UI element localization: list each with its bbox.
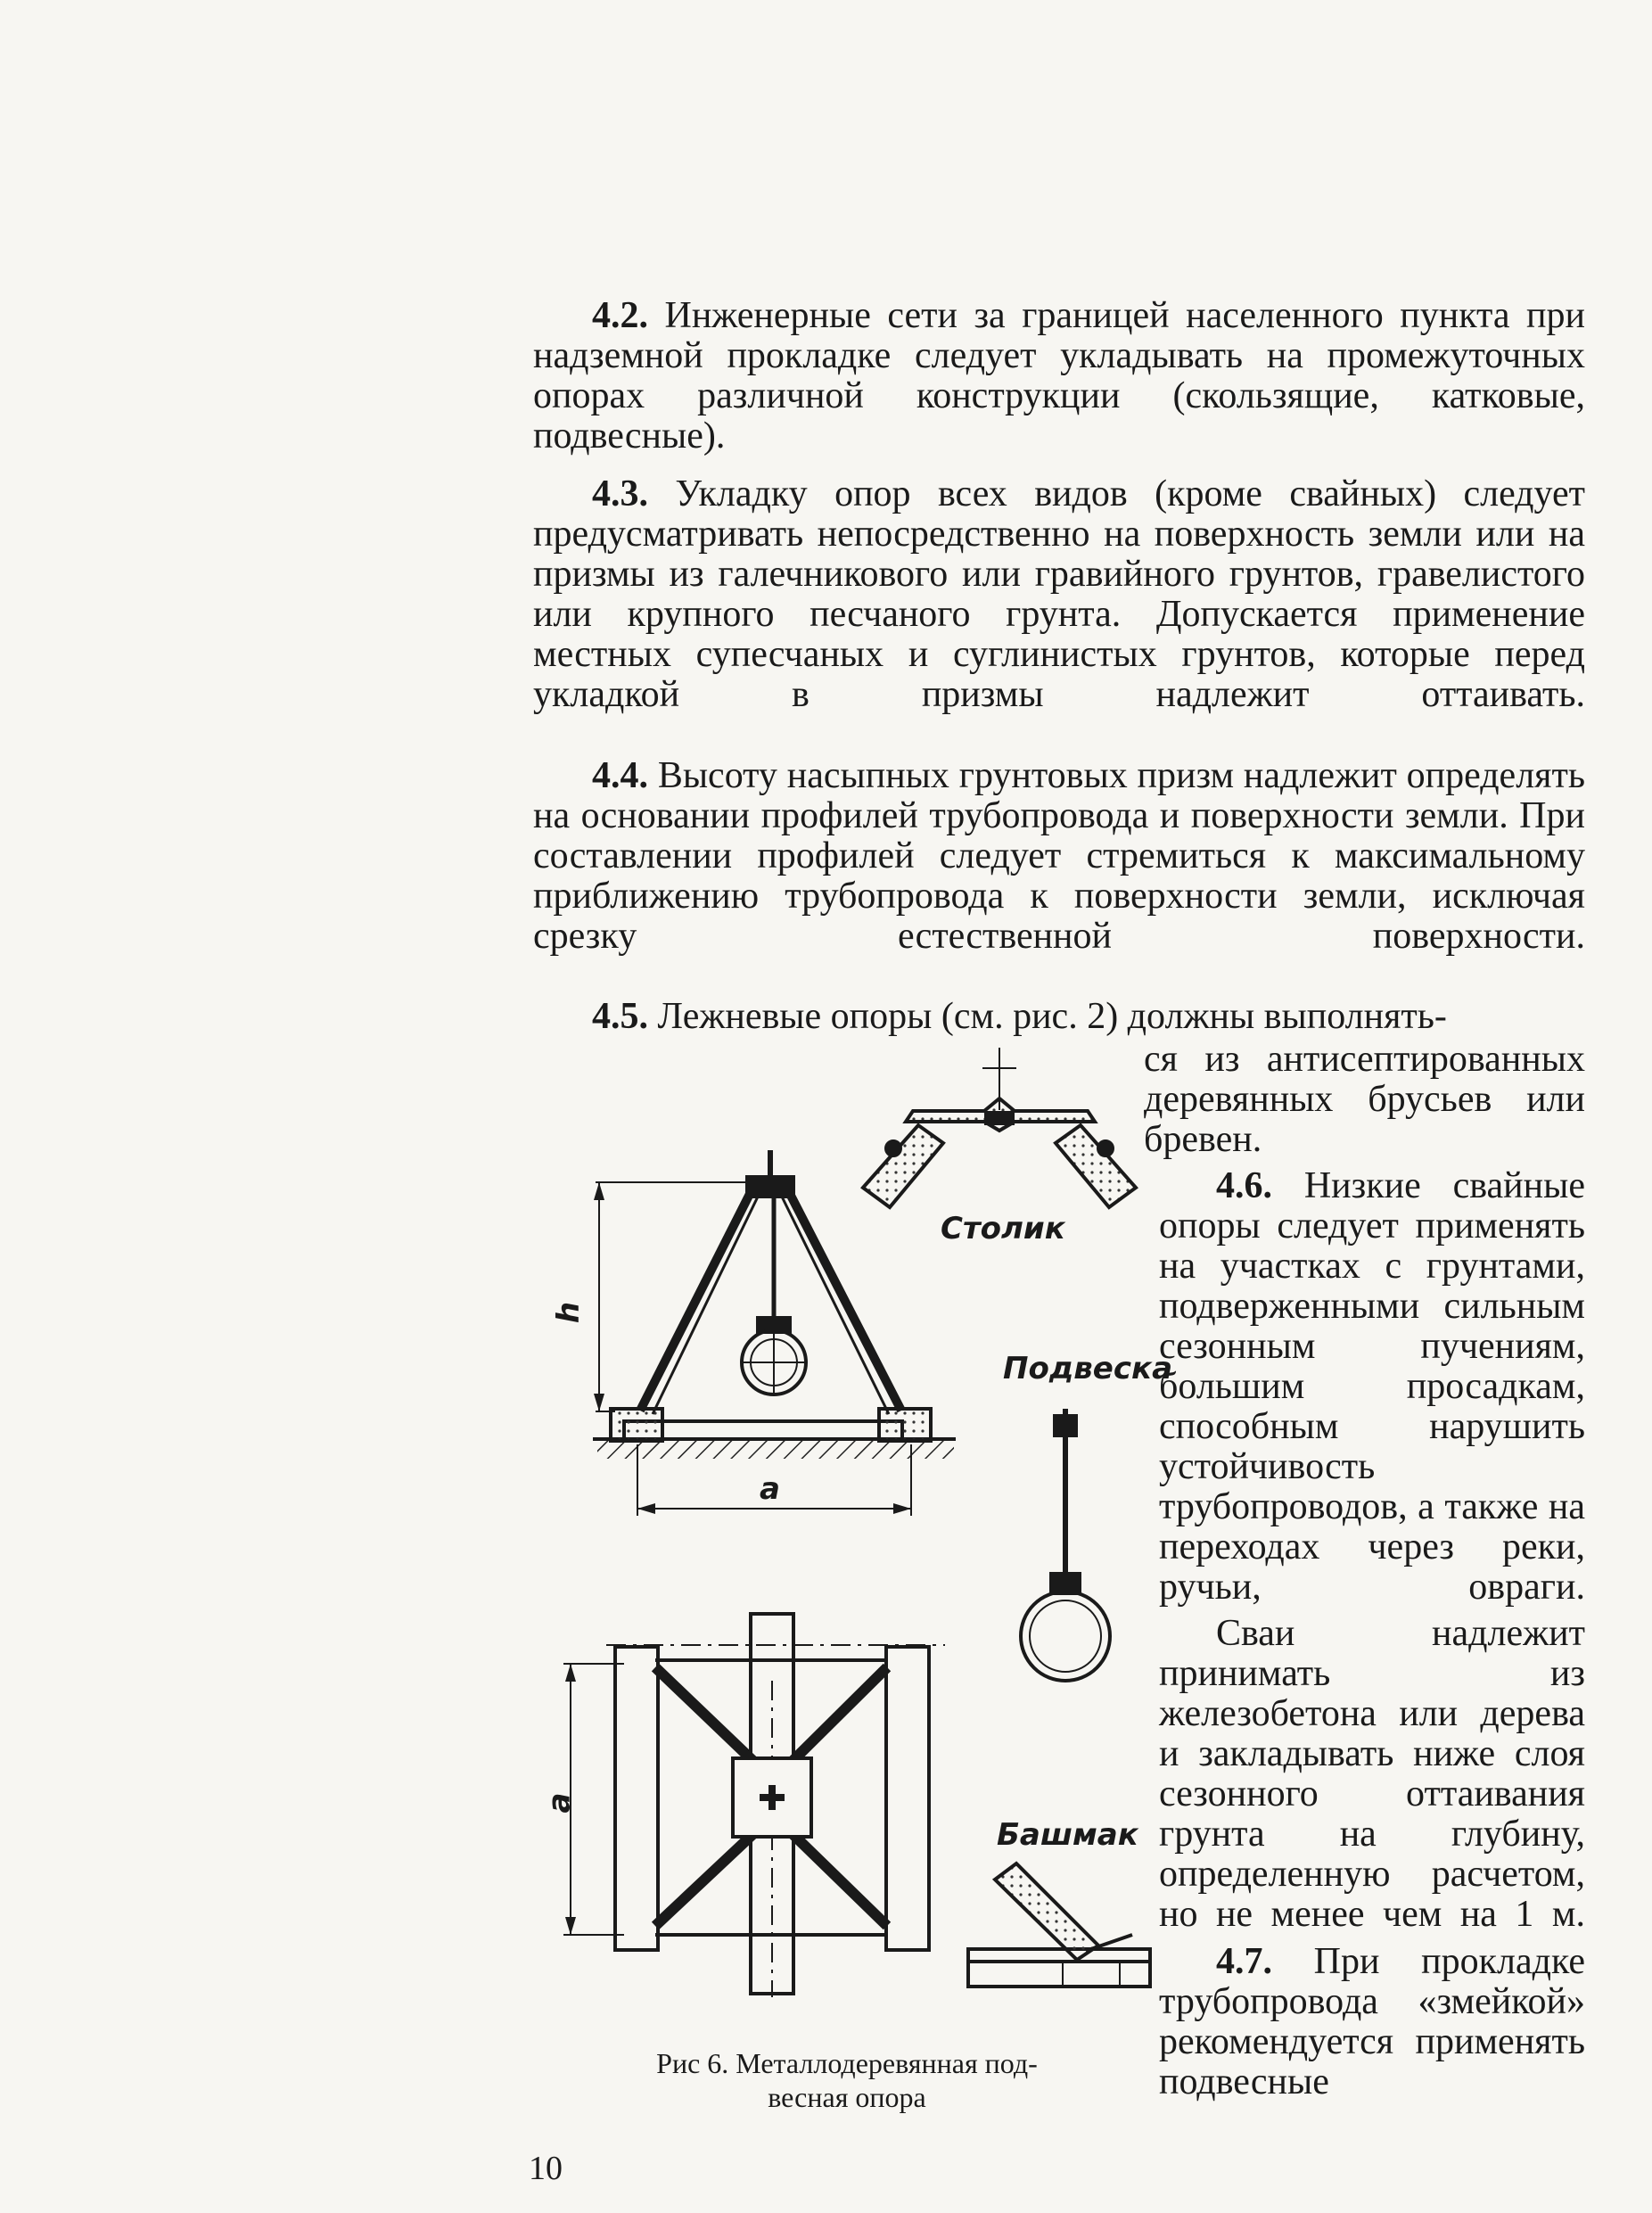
page-number: 10 [529,2150,563,2187]
paragraph-text: Высоту насыпных грунтовых призм надлежит определять на основании профилей трубопровода и поверхности земли. При составлении профилей следует стремиться к максимальному приближению трубопровода к поверхности земли, исключая срезку естественной поверхности. [533,755,1585,957]
paragraph-text: При прокладке трубопровода «змейкой» рекомендуется применять подвесные [1159,1941,1585,2102]
podveska-detail [1021,1409,1110,1681]
section-number: 4.7. [1216,1941,1272,1982]
figure-caption [571,2046,1123,2114]
paragraph-text: Укладку опор всех видов (кроме свайных) следует предусматривать непосредственно на поверхность земли или на призмы из галечникового или гравийного грунтов, гравелистого или крупного песчаного грунта. Допускается применение местных супесчаных и суглинистых грунтов, которые перед укладкой в призмы надлежит оттаивать. [533,473,1585,715]
stolik-detail [863,1048,1136,1207]
label-bashmak: Башмак [997,1817,1138,1853]
figure-caption-line-1: Рис 6. Металлодеревянная под- [656,2047,1038,2079]
paragraph-text: ся из антисептированных деревянных брусьев или бревен. [1144,1039,1585,1160]
elevation-view [593,1150,956,1516]
section-number: 4.6. [1216,1165,1272,1206]
section-number: 4.5. [592,996,648,1037]
section-number: 4.4. [592,755,648,796]
paragraph-text: Лежневые опоры (см. рис. 2) должны выполнять- [648,996,1447,1037]
figure-caption-line-2: весная опора [768,2081,926,2113]
bashmak-detail [968,1863,1150,1987]
paragraph-text: Сваи надлежит принимать из железобетона или дерева и закладывать ниже слоя сезонного оттаивания грунта на глубину, определенную расчетом, но не менее чем на 1 м. [1159,1613,1585,1935]
paragraph-text: Инженерные сети за границей населенного пункта при надземной прокладке следует укладывать на промежуточных опорах различной конструкции (скользящие, катковые, подвесные). [533,295,1585,457]
label-dimension-a-plan: a [541,1792,578,1814]
section-number: 4.3. [592,473,648,514]
plan-view [563,1614,945,1997]
paragraph-text: Низкие свайные опоры следует применять на участках с грунтами, подверженными сильным сезонным пучениям, большим просадкам, способным нарушить устойчивость трубопроводов, а также на переходах через реки, ручьи, овраги. [1159,1165,1585,1608]
label-dimension-h: h [551,1301,588,1324]
label-stolik: Столик [941,1211,1065,1246]
label-dimension-a-elevation: a [760,1471,780,1507]
section-number: 4.2. [592,295,648,336]
label-podveska: Подвеска [1003,1351,1173,1386]
